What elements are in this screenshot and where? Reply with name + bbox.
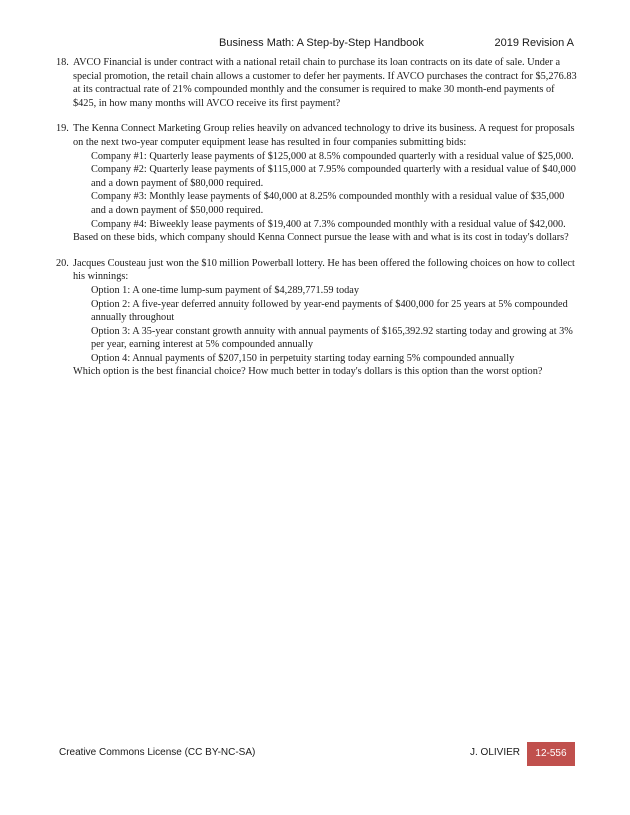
problem-text: AVCO Financial is under contract with a national retail chain to purchase its loan contracts on its date of sale. Under a special promotion, the retail chain allows a customer to defer her payments. If AVCO purchases the contract for $5,276.83 at its contractual rate of 21% compounded monthly and the consumer is required to make 30 month-end payments of $425, in how many months will AVCO receive its first payment?	[73, 57, 577, 109]
option-4: Option 4: Annual payments of $207,150 in perpetuity starting today earning 5% compounded annually	[91, 352, 515, 364]
bid-company-3: Company #3: Monthly lease payments of $40,000 at 8.25% compounded monthly with a residual value of $35,000 and a down payment of $50,000 required.	[91, 191, 565, 216]
problem-20	[56, 257, 578, 379]
bid-company-4: Company #4: Biweekly lease payments of $19,400 at 7.3% compounded monthly with a residual value of $42,000.	[91, 218, 566, 230]
bid-company-2: Company #2: Quarterly lease payments of $115,000 at 7.95% compounded quarterly with a residual value of $40,000 and a down payment of $80,000 required.	[91, 164, 576, 189]
option-3: Option 3: A 35-year constant growth annuity with annual payments of $165,392.92 starting today and growing at 3% per year, earning interest at 5% compounded annually	[91, 325, 573, 351]
problem-question: Which option is the best financial choice? How much better in today's dollars is this option than the worst option?	[73, 366, 543, 378]
problem-intro: Jacques Cousteau just won the $10 million Powerball lottery. He has been offered the following choices on how to collect his winnings:	[73, 257, 575, 283]
option-1: Option 1: A one-time lump-sum payment of $4,289,771.59 today	[91, 284, 359, 296]
problem-19	[56, 122, 578, 244]
page-header	[0, 37, 630, 53]
problem-number: 19.	[56, 123, 69, 135]
option-2: Option 2: A five-year deferred annuity followed by year-end payments of $400,000 for 25 years at 5% compounded annually throughout	[91, 298, 568, 324]
problem-18	[56, 56, 578, 110]
page-content	[56, 56, 578, 391]
problem-question: Based on these bids, which company should Kenna Connect pursue the lease with and what is its cost in today's dollars?	[73, 232, 569, 244]
problem-intro: The Kenna Connect Marketing Group relies heavily on advanced technology to drive its business. A request for proposals on the next two-year computer equipment lease has resulted in four companies submitting bids:	[73, 123, 575, 148]
page-number: 12-556	[527, 742, 575, 766]
book-title: Business Math: A Step-by-Step Handbook	[219, 37, 424, 49]
page-footer	[0, 742, 630, 766]
problem-number: 18.	[56, 57, 69, 68]
bid-company-1: Company #1: Quarterly lease payments of $125,000 at 8.5% compounded quarterly with a residual value of $25,000.	[91, 150, 574, 162]
author-name: J. OLIVIER	[470, 747, 521, 758]
license-text: Creative Commons License (CC BY-NC-SA)	[59, 747, 256, 758]
problem-number: 20.	[56, 257, 69, 269]
revision-label: 2019 Revision A	[494, 37, 574, 49]
